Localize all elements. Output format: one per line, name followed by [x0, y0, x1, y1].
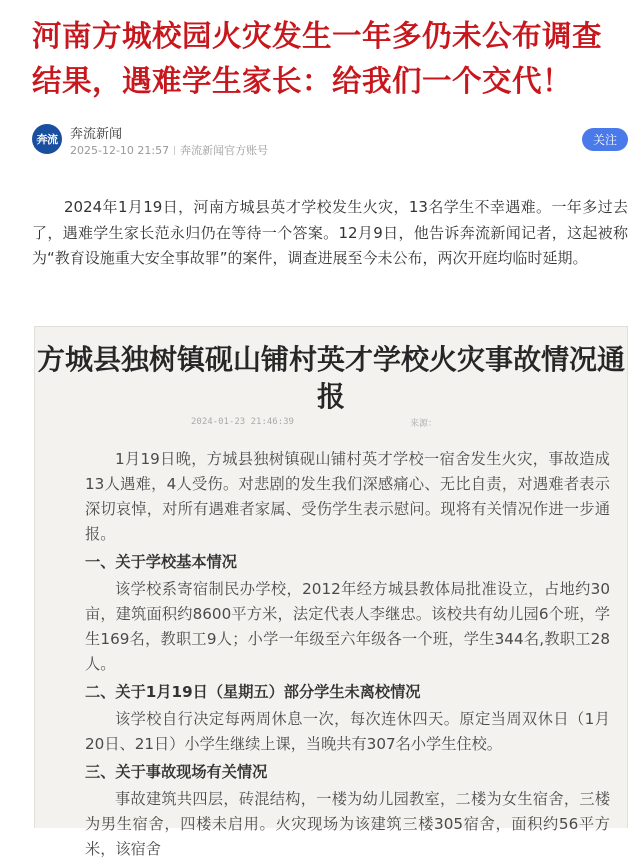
account-source: 奔流新闻官方账号 [180, 144, 269, 157]
notice-paragraph: 1月19日晚，方城县独树镇砚山铺村英才学校一宿舍发生火灾，事故造成13人遇难，4人受伤。对悲剧的发生我们深感痛心、无比自责，对遇难者表示深切哀悼，对所有遇难者家属、受伤学生表示慰问。现将有关情况作进一步通报。 [85, 450, 610, 543]
notice-paragraph: 该学校自行决定每两周休息一次，每次连休四天。原定当周双休日（1月20日、21日）小学生继续上课，当晚共有307名小学生住校。 [85, 710, 610, 753]
notice-source: 来源： [410, 419, 438, 429]
notice-section-heading: 三、关于事故现场有关情况 [85, 763, 268, 781]
article-headline: 河南方城校园火灾发生一年多仍未公布调查结果，遇难学生家长：给我们一个交代！ [32, 19, 603, 98]
notice-paragraph: 该学校系寄宿制民办学校，2012年经方城县教体局批准设立，占地约30亩，建筑面积约8600平方米，法定代表人李继忠。该校共有幼儿园6个班，学生169名，教职工9人；小学一年级至六年级各一个班，学生344名,教职工28人。 [85, 580, 610, 673]
author-avatar[interactable]: 奔流 [32, 124, 62, 154]
notice-document-image [34, 326, 628, 858]
notice-section-heading: 一、关于学校基本情况 [85, 553, 237, 571]
notice-title [35, 341, 627, 415]
meta-divider [174, 146, 175, 155]
notice-date: 2024-01-23 21:46:39 [191, 417, 294, 427]
follow-button[interactable]: 关注 [582, 128, 628, 151]
article-intro-paragraph: 2024年1月19日，河南方城县英才学校发生火灾，13名学生不幸遇难。一年多过去了，遇难学生家长范永归仍在等待一个答案。12月9日，他告诉奔流新闻记者，这起被称为“教育设施重大安全事故罪”的案件，调查进展至今未公布，两次开庭均临时延期。 [32, 198, 628, 267]
author-bar [32, 122, 628, 158]
notice-section-heading: 二、关于1月19日（星期五）部分学生未离校情况 [85, 683, 421, 701]
author-name[interactable]: 奔流新闻 [70, 127, 123, 142]
article-meta [70, 142, 268, 158]
notice-title-text: 方城县独树镇砚山铺村英才学校火灾事故情况通报 [36, 343, 625, 413]
notice-paragraph: 事故建筑共四层，砖混结构，一楼为幼儿园教室，二楼为女生宿舍，三楼为男生宿舍，四楼未启用。火灾现场为该建筑三楼305宿舍，面积约56平方米，该宿舍 [85, 790, 610, 858]
notice-body [85, 443, 610, 862]
publish-date: 2025-12-10 21:57 [70, 144, 170, 157]
